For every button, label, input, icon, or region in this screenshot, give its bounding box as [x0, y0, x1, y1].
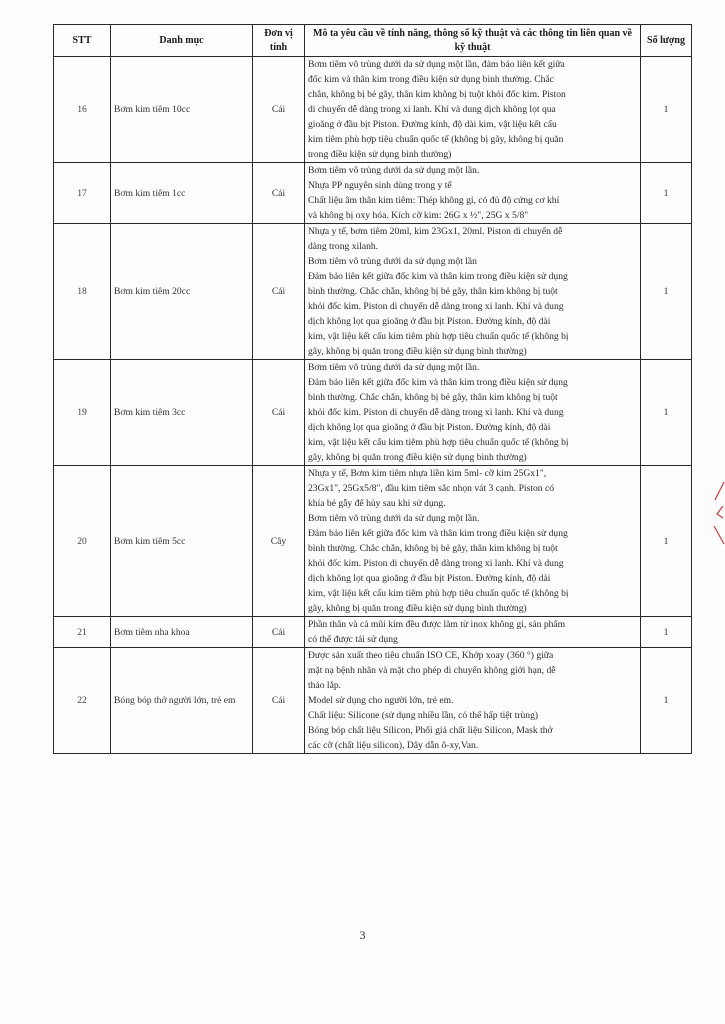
- description-line: Đảm bảo liên kết giữa đốc kim và thân kim trong điều kiện sử dụng: [308, 377, 568, 388]
- header-category: Danh mục: [111, 25, 253, 57]
- description-line: bình thường. Chắc chắn, không bị bẻ gãy, thân kim không bị tuột: [308, 286, 558, 297]
- description-line: dịch không lọt qua gioăng ở đầu bịt Piston. Đường kính, độ dài: [308, 422, 551, 433]
- description-line: tháo lắp.: [308, 680, 342, 691]
- row-category: Bơm kim tiêm 5cc: [111, 466, 253, 617]
- row-quantity: 1: [641, 163, 692, 224]
- row-stt: 22: [54, 648, 111, 754]
- row-unit: Cái: [253, 360, 305, 466]
- description-line: Nhựa y tế, bơm tiêm 20ml, kim 23Gx1, 20ml. Piston di chuyển dễ: [308, 226, 563, 237]
- description-line: 23Gx1", 25Gx5/8", đầu kim tiêm sắc nhọn vát 3 cạnh. Piston có: [308, 483, 555, 494]
- row-category: Bơm kim tiêm 20cc: [111, 224, 253, 360]
- description-line: gioăng ở đầu bịt Piston. Đường kính, độ dài kim, vật liệu kết cấu: [308, 119, 557, 130]
- description-line: có thể được tái sử dụng: [308, 634, 398, 645]
- row-description: [305, 57, 641, 163]
- table-row: [54, 57, 692, 163]
- row-description: [305, 466, 641, 617]
- table-row: [54, 360, 692, 466]
- row-category: Bơm kim tiêm 3cc: [111, 360, 253, 466]
- description-line: dịch không lọt qua gioăng ở đầu bịt Piston. Đường kính, độ dài: [308, 316, 551, 327]
- description-line: bình thường. Chắc chắn, không bị bẻ gãy, thân kim không bị tuột: [308, 392, 558, 403]
- description-line: các cỡ (chất liệu silicon), Dây dẫn ô-xy,Van.: [308, 740, 479, 751]
- description-line: Nhựa PP nguyên sinh dùng trong y tế: [308, 180, 452, 191]
- description-line: đốc kim và thân kim trong điều kiện sử dụng bình thường. Chắc: [308, 74, 554, 85]
- row-unit: Cái: [253, 57, 305, 163]
- table-row: [54, 617, 692, 648]
- row-description: [305, 648, 641, 754]
- description-line: khỏi đốc kim. Piston di chuyển dễ dàng trong xi lanh. Khí và dung: [308, 301, 564, 312]
- description-line: gãy, không bị quăn trong điều kiện sử dụng bình thường): [308, 452, 527, 463]
- table-header-row: [54, 25, 692, 57]
- row-stt: 16: [54, 57, 111, 163]
- description-line: Đảm bảo liên kết giữa đốc kim và thân kim trong điều kiện sử dụng: [308, 528, 568, 539]
- row-category: Bơm tiêm nha khoa: [111, 617, 253, 648]
- description-line: Bơm tiêm vô trùng dưới da sử dụng một lần.: [308, 513, 480, 524]
- row-description: [305, 163, 641, 224]
- header-description: Mô ta yêu cầu về tính năng, thông số kỹ thuật và các thông tin liên quan về kỹ thuật: [305, 25, 641, 57]
- description-line: Model sử dụng cho người lớn, trẻ em.: [308, 695, 454, 706]
- row-unit: Cái: [253, 617, 305, 648]
- page-number: 3: [359, 928, 366, 942]
- table-row: [54, 466, 692, 617]
- description-line: kim, vật liệu kết cấu kim tiêm phù hợp tiêu chuẩn quốc tế (không bị: [308, 588, 569, 599]
- description-line: Chất liệu: Silicone (sử dụng nhiều lần, có thể hấp tiệt trùng): [308, 710, 539, 721]
- row-description: [305, 224, 641, 360]
- description-line: khía bẻ gẫy để hủy sau khi sử dụng.: [308, 498, 446, 509]
- description-line: Nhựa y tế, Bơm kim tiêm nhựa liền kim 5ml- cỡ kim 25Gx1",: [308, 468, 547, 479]
- row-description: [305, 360, 641, 466]
- row-unit: Cái: [253, 163, 305, 224]
- description-line: gãy, không bị quăn trong điều kiện sử dụng bình thường): [308, 603, 527, 614]
- description-line: khỏi đốc kim. Piston di chuyển dễ dàng trong xi lanh. Khí và dung: [308, 407, 564, 418]
- description-line: dịch không lọt qua gioăng ở đầu bịt Piston. Đường kính, độ dài: [308, 573, 551, 584]
- red-stamp-edge: [711, 478, 725, 548]
- description-line: Bóng bóp chất liệu Silicon, Phối giả chất liệu Silicon, Mask thở: [308, 725, 553, 736]
- row-quantity: 1: [641, 224, 692, 360]
- row-category: Bơm kim tiêm 1cc: [111, 163, 253, 224]
- table-row: [54, 163, 692, 224]
- table-row: [54, 648, 692, 754]
- description-line: kim tiêm phù hợp tiêu chuẩn quốc tế (không bị gãy, không bị quăn: [308, 134, 564, 145]
- table-row: [54, 224, 692, 360]
- description-line: Bơm tiêm vô trùng dưới da sử dụng một lần: [308, 256, 477, 267]
- description-line: Bơm tiêm vô trùng dưới da sử dụng một lần.: [308, 362, 480, 373]
- description-line: và không bị oxy hóa. Kích cỡ kim: 26G x ½", 25G x 5/8": [308, 210, 529, 221]
- row-category: Bơm kim tiêm 10cc: [111, 57, 253, 163]
- row-category: Bóng bóp thở người lớn, trẻ em: [111, 648, 253, 754]
- row-quantity: 1: [641, 57, 692, 163]
- row-stt: 21: [54, 617, 111, 648]
- description-line: kim, vật liệu kết cấu kim tiêm phù hợp tiêu chuẩn quốc tế (không bị: [308, 331, 569, 342]
- description-line: Phần thân và cả mũi kim đều được làm từ inox không gỉ, sản phẩm: [308, 619, 566, 630]
- description-line: Bơm tiêm vô trùng dưới da sử dụng một lần, đảm bảo liên kết giữa: [308, 59, 565, 70]
- description-line: mặt nạ bệnh nhân và mặt cho phép di chuyển không giới hạn, dễ: [308, 665, 556, 676]
- description-line: kim, vật liệu kết cấu kim tiêm phù hợp tiêu chuẩn quốc tế (không bị: [308, 437, 569, 448]
- row-quantity: 1: [641, 360, 692, 466]
- description-line: dàng trong xilanh.: [308, 241, 379, 252]
- row-stt: 19: [54, 360, 111, 466]
- row-description: [305, 617, 641, 648]
- row-quantity: 1: [641, 648, 692, 754]
- description-line: di chuyển dễ dàng trong xi lanh. Khí và dung dịch không lọt qua: [308, 104, 556, 115]
- row-stt: 17: [54, 163, 111, 224]
- description-line: Được sản xuất theo tiêu chuẩn ISO CE, Khớp xoay (360 °) giữa: [308, 650, 554, 661]
- row-unit: Cây: [253, 466, 305, 617]
- header-unit: Đơn vị tính: [253, 25, 305, 57]
- row-stt: 18: [54, 224, 111, 360]
- description-line: Đảm bảo liên kết giữa đốc kim và thân kim trong điều kiện sử dụng: [308, 271, 568, 282]
- description-line: trong điều kiện sử dụng bình thường): [308, 149, 452, 160]
- header-stt: STT: [54, 25, 111, 57]
- description-line: chắn, không bị bẻ gãy, thân kim không bị tuột khỏi đốc kim. Piston: [308, 89, 566, 100]
- row-quantity: 1: [641, 466, 692, 617]
- header-quantity: Số lượng: [641, 25, 692, 57]
- description-line: Bơm tiêm vô trùng dưới da sử dụng một lần.: [308, 165, 480, 176]
- table-body: [54, 57, 692, 754]
- row-unit: Cái: [253, 224, 305, 360]
- description-line: Chất liệu âm thân kim tiêm: Thép không gỉ, có đủ độ cứng cơ khí: [308, 195, 560, 206]
- specification-table: [53, 24, 692, 754]
- row-quantity: 1: [641, 617, 692, 648]
- row-unit: Cái: [253, 648, 305, 754]
- description-line: gãy, không bị quăn trong điều kiện sử dụng bình thường): [308, 346, 527, 357]
- description-line: khỏi đốc kim. Piston di chuyển dễ dàng trong xi lanh. Khí và dung: [308, 558, 564, 569]
- description-line: bình thường. Chắc chắn, không bị bẻ gãy, thân kim không bị tuột: [308, 543, 558, 554]
- row-stt: 20: [54, 466, 111, 617]
